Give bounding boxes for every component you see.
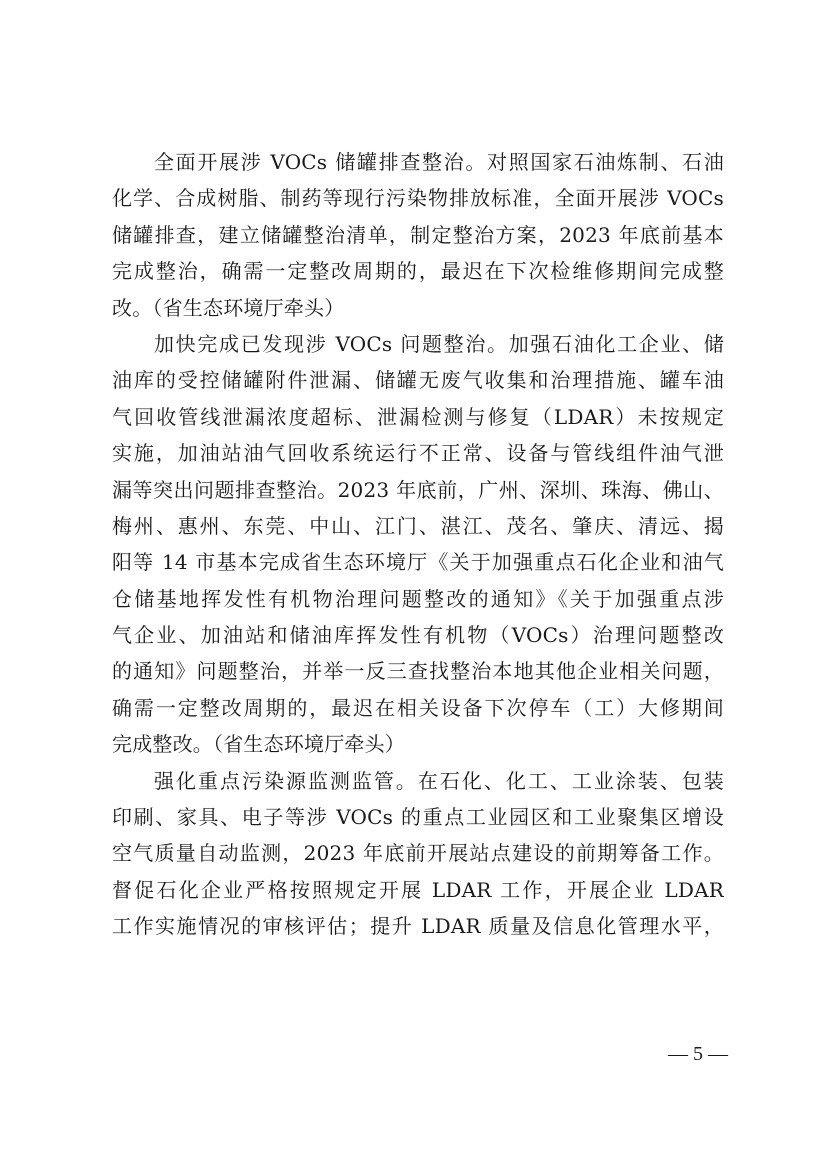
paragraph-line: 工作实施情况的审核评估；提升 LDAR 质量及信息化管理水平， [112, 914, 724, 939]
paragraph-line: 完成整治，确需一定整改周期的，最迟在下次检维修期间完成整 [112, 259, 724, 284]
paragraph-line: 印刷、家具、电子等涉 VOCs 的重点工业园区和工业聚集区增设 [112, 805, 724, 830]
paragraph-line: 加快完成已发现涉 VOCs 问题整治。加强石油化工企业、储 [154, 331, 724, 356]
paragraph-line: 油库的受控储罐附件泄漏、储罐无废气收集和治理措施、罐车油 [112, 368, 724, 393]
paragraph-line: 全面开展涉 VOCs 储罐排查整治。对照国家石油炼制、石油 [154, 150, 724, 174]
paragraph-line: 强化重点污染源监测监管。在石化、化工、工业涂装、包装 [154, 768, 724, 793]
paragraph-line: 的通知》问题整治，并举一反三查找整治本地其他企业相关问题， [112, 659, 724, 684]
paragraph-line: 梅州、惠州、东莞、中山、江门、湛江、茂名、肇庆、清远、揭 [112, 513, 724, 538]
paragraph-line: 化学、合成树脂、制药等现行污染物排放标准，全面开展涉 VOCs [112, 186, 724, 211]
paragraph-line: 气企业、加油站和储油库挥发性有机物（VOCs）治理问题整改 [112, 623, 724, 648]
page-number: — 5 — [668, 1043, 728, 1065]
paragraph-line: 实施，加油站油气回收系统运行不正常、设备与管线组件油气泄 [112, 441, 724, 466]
paragraph-line: 空气质量自动监测，2023 年底前开展站点建设的前期筹备工作。 [112, 841, 724, 866]
paragraph-line: 完成整改。（省生态环境厅牵头） [112, 732, 405, 757]
paragraph-line: 气回收管线泄漏浓度超标、泄漏检测与修复（LDAR）未按规定 [112, 404, 724, 429]
paragraph-line: 储罐排查，建立储罐整治清单，制定整治方案，2023 年底前基本 [112, 222, 724, 247]
paragraph-line: 改。（省生态环境厅牵头） [112, 295, 345, 320]
paragraph-line: 阳等 14 市基本完成省生态环境厅《关于加强重点石化企业和油气 [112, 550, 724, 575]
paragraph-line: 督促石化企业严格按照规定开展 LDAR 工作，开展企业 LDAR [112, 877, 724, 902]
paragraph-line: 确需一定整改周期的，最迟在相关设备下次停车（工）大修期间 [112, 695, 724, 720]
body-text [112, 144, 724, 945]
paragraph-line: 漏等突出问题排查整治。2023 年底前，广州、深圳、珠海、佛山、 [112, 477, 724, 502]
paragraph-line: 仓储基地挥发性有机物治理问题整改的通知》《关于加强重点涉 [112, 586, 724, 611]
